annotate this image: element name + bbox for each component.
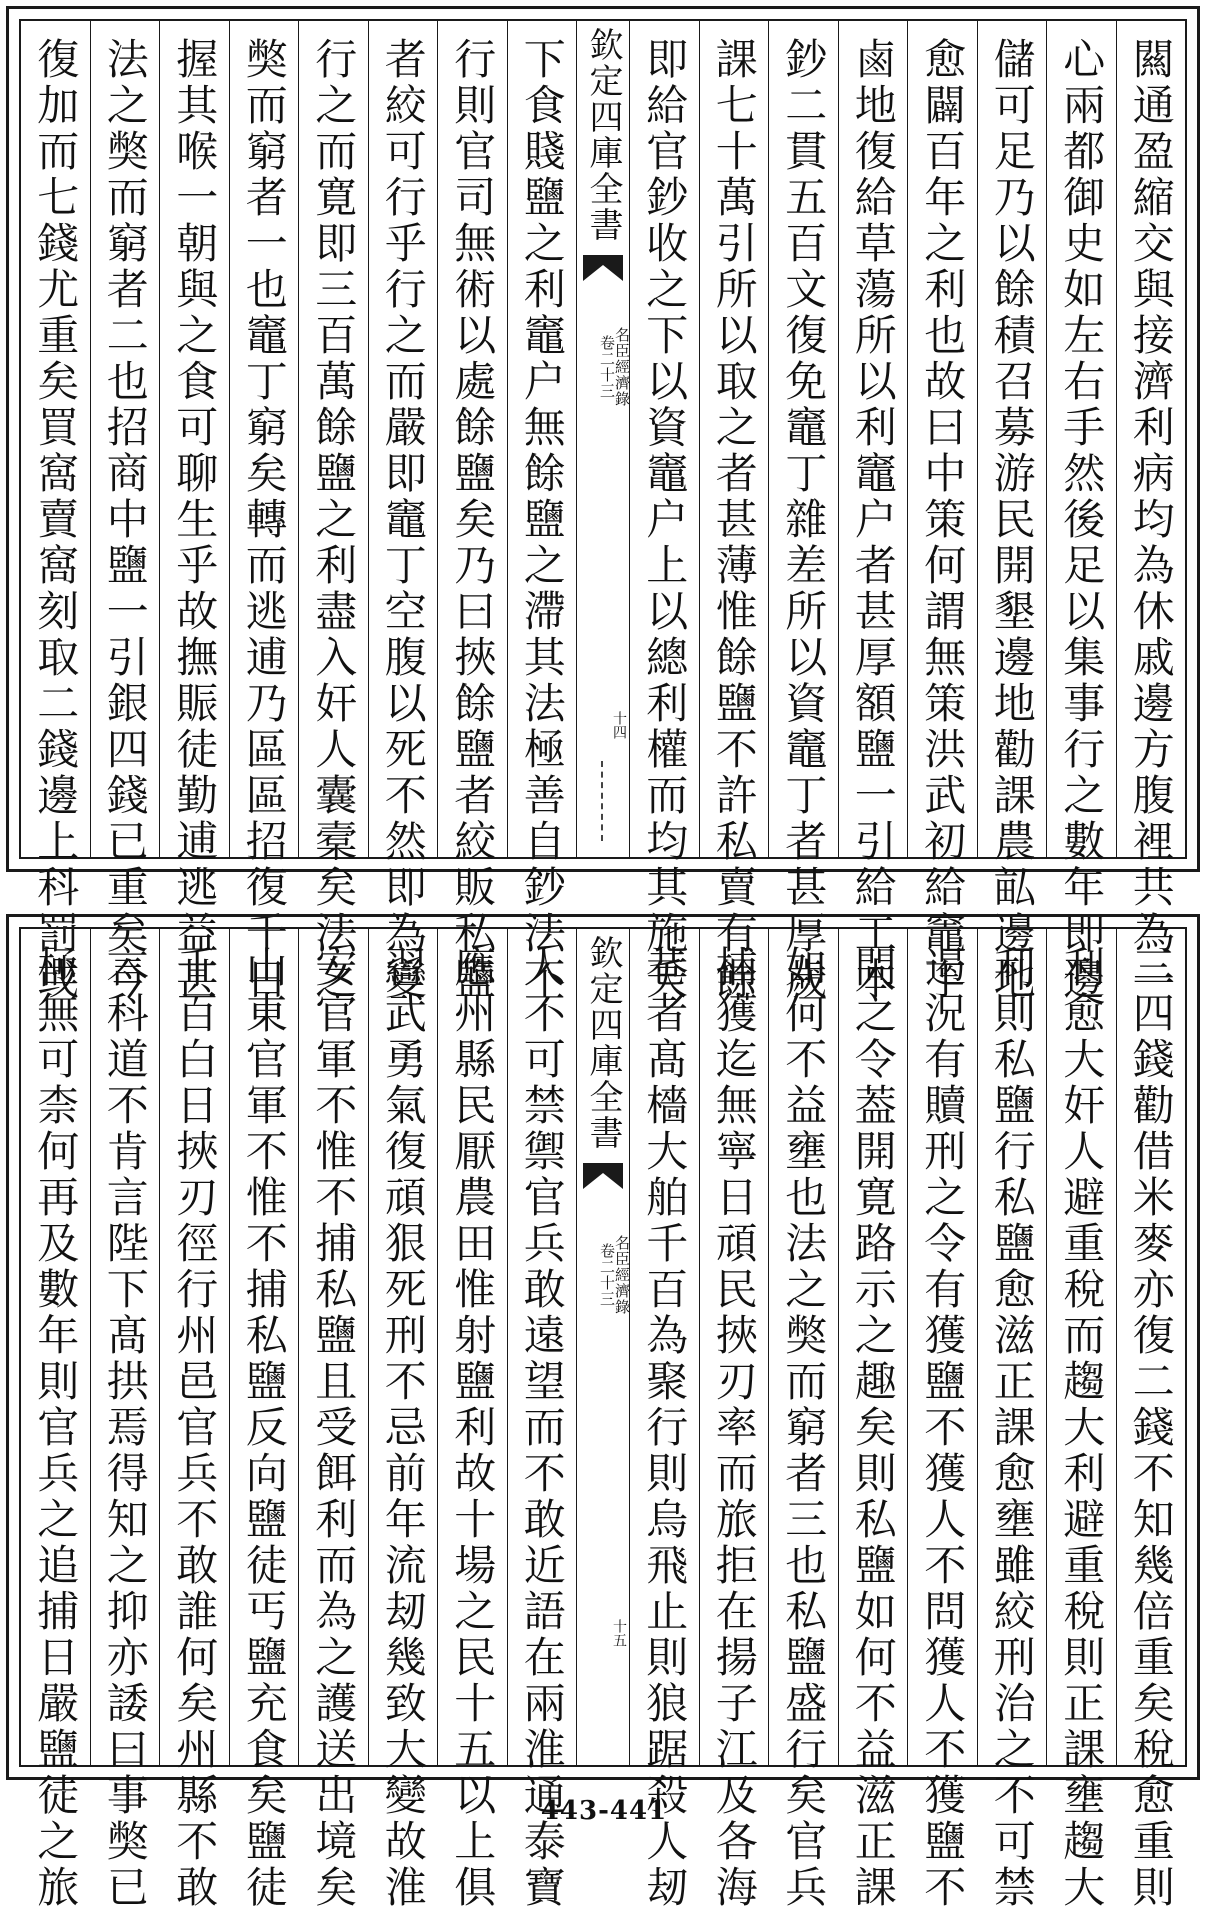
text-column: 應州縣民厭農田惟射鹽利故十場之民十五以上俱 xyxy=(437,929,507,1765)
text-column: 心兩都御史如左右手然後足以集事行之數年即邊 xyxy=(1046,21,1116,857)
text-column: 下食賤鹽之利竈户無餘鹽之滯其法極善自鈔法不 xyxy=(507,21,577,857)
center-fold-column xyxy=(576,21,629,857)
volume-label: 卷二十三 xyxy=(598,335,616,399)
leaf-number: 十五 xyxy=(611,1619,627,1647)
text-column: 握其喉一朝與之食可聊生乎故撫賑徒勤逋逃益甚 xyxy=(159,21,229,857)
text-column: 法之獘而窮者二也招商中鹽一引銀四錢已重矣今 xyxy=(90,21,160,857)
upper-page-columns xyxy=(21,21,1185,1003)
text-column: 捕獲迄無寧日頑民挾刃率而旅拒在揚子江及各海 xyxy=(699,929,769,1765)
text-column: 安官軍不惟不捕私鹽且受餌利而為之護送出境矣 xyxy=(298,929,368,1765)
text-column: 千百白日挾刃徑行州邑官兵不敢誰何矣州縣不敢 xyxy=(159,929,229,1765)
text-column: 利則私鹽行私鹽愈滋正課愈壅雖絞刑治之不可禁 xyxy=(977,929,1047,1765)
text-column: 山東官軍不惟不捕私鹽反向鹽徒丐鹽充食矣鹽徒 xyxy=(229,929,299,1765)
text-column: 儲可足乃以餘積召募游民開墾邊地勸課農畆邊地 xyxy=(977,21,1047,857)
text-column: 即給官鈔收之下以資竈户上以總利權而均其施夭 xyxy=(629,21,699,857)
book-series-title: 欽定四庫全書 xyxy=(583,935,623,1151)
text-column: 鹵地復給草蕩所以利竈户者甚厚額鹽一引給工本 xyxy=(838,21,908,857)
center-meta xyxy=(577,1235,629,1315)
text-column: 者絞可行乎行之而嚴即竈丁空腹以死不然即為變 xyxy=(368,21,438,857)
text-column: 如何不益壅也法之獘而窮者三也私鹽盛行矣官兵 xyxy=(768,929,838,1765)
book-title: 名臣經濟錄 xyxy=(613,1235,631,1315)
volume-label: 卷二十三 xyxy=(598,1243,616,1307)
text-column: 復加而七錢尤重矣買窩賣窩刻取二錢邊上科罰或 xyxy=(31,37,81,1003)
text-column: 行之而寛即三百萬餘鹽之利盡入奸人囊槖矣法之 xyxy=(298,21,368,857)
book-title: 名臣經濟錄 xyxy=(613,327,631,407)
text-column: 極無可柰何再及數年則官兵之追捕日嚴鹽徒之旅 xyxy=(31,945,81,1911)
fish-tail-icon xyxy=(583,1163,623,1189)
leaf-number: 十四 xyxy=(611,711,627,739)
text-column: 人不可禁禦官兵敢遠望而不敢近語在兩淮通泰寶 xyxy=(507,929,577,1765)
text-column: 課七十萬引所以取之者甚薄惟餘鹽不許私賣有餘 xyxy=(699,21,769,857)
text-column: 鈔二貫五百文復免竈丁雜差所以資竈丁者甚厚歲 xyxy=(768,21,838,857)
text-column: 問之令葢開寛路示之趣矣則私鹽如何不益滋正課 xyxy=(838,929,908,1765)
center-fold-column xyxy=(576,929,629,1765)
center-meta xyxy=(577,327,629,407)
fold-dash-mark xyxy=(601,761,605,841)
text-column: 巷者髙檣大舶千百為聚行則烏飛止則狼踞殺人刼 xyxy=(629,929,699,1765)
fish-tail-icon xyxy=(583,255,623,281)
book-series-title: 欽定四庫全書 xyxy=(583,27,623,243)
text-column: 利愈大奸人避重稅而趨大利避重稅則正課壅趨大 xyxy=(1046,929,1116,1765)
upper-page-frame xyxy=(19,19,1187,1003)
text-column: 闗通盈縮交與接濟利病均為休戚邊方腹裡共為一 xyxy=(1116,21,1186,857)
text-column: 三四錢勸借米麥亦復二錢不知幾倍重矣稅愈重則 xyxy=(1116,929,1186,1765)
text-column: 行則官司無術以處餘鹽矣乃曰挾餘鹽者絞販私鹽 xyxy=(437,21,507,857)
page-number: 443-441 xyxy=(540,1796,668,1826)
upper-page xyxy=(6,6,1200,1003)
text-column: 獘而窮者一也竈丁窮矣轉而逃逋乃區區招復千日 xyxy=(229,21,299,857)
text-column: 言科道不肯言陛下髙拱焉得知之抑亦諉曰事獘已 xyxy=(90,929,160,1765)
text-column: 習武勇氣復頑狠死刑不忌前年流刼幾致大變故淮 xyxy=(368,929,438,1765)
text-column: 愈闢百年之利也故曰中策何謂無策洪武初給竈丁 xyxy=(907,21,977,857)
text-column: 遏況有贖刑之令有獲鹽不獲人不問獲人不獲鹽不 xyxy=(907,929,977,1765)
